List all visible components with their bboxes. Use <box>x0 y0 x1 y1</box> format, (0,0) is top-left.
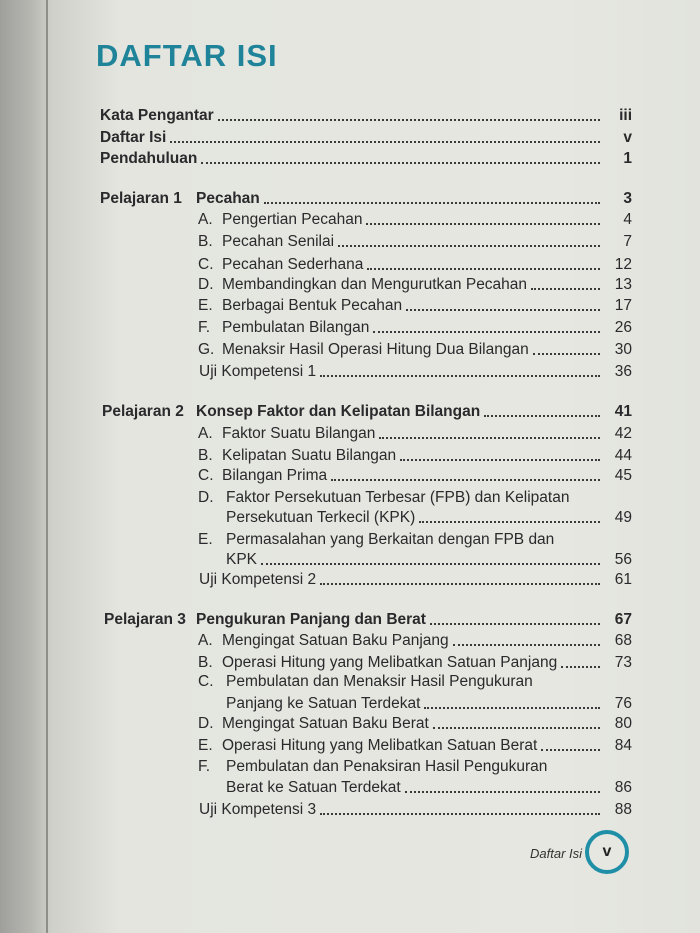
toc-item-letter: B. <box>198 654 213 671</box>
toc-entry-label-line1: Faktor Persekutuan Terbesar (FPB) dan Kelipatan <box>226 489 570 506</box>
toc-page-number: 84 <box>614 737 632 754</box>
dot-leader <box>170 128 600 143</box>
toc-entry-label: Menaksir Hasil Operasi Hitung Dua Bilangan <box>222 341 529 358</box>
toc-entry-label: Bilangan Prima <box>222 467 328 484</box>
toc-page-number: 26 <box>614 319 632 336</box>
toc-entry-label: Pengukuran Panjang dan Berat <box>196 611 426 628</box>
toc-item-entry <box>222 466 632 486</box>
toc-item-letter: G. <box>198 341 215 358</box>
toc-entry-label: Pecahan Sederhana <box>222 256 364 273</box>
toc-item-entry <box>222 631 632 651</box>
toc-page-number: 17 <box>614 297 632 314</box>
footer-label: Daftar Isi <box>530 846 583 861</box>
lesson-number: Pelajaran 2 <box>102 403 184 420</box>
dot-leader <box>531 275 600 290</box>
toc-page-number: 73 <box>614 654 632 671</box>
toc-item-letter: E. <box>198 531 213 548</box>
toc-entry-label: Berat ke Satuan Terdekat <box>226 779 401 796</box>
toc-item-letter: D. <box>198 489 214 506</box>
toc-item-letter: F. <box>198 319 211 336</box>
toc-entry-label: Daftar Isi <box>100 129 167 146</box>
dot-leader <box>331 466 600 481</box>
toc-entry-label: Operasi Hitung yang Melibatkan Satuan Panjang <box>222 654 558 671</box>
dot-leader <box>433 714 600 729</box>
toc-page-number: 67 <box>614 611 632 628</box>
dot-leader <box>541 736 600 751</box>
toc-item-entry <box>226 694 632 714</box>
dot-leader <box>484 402 600 417</box>
page-title: DAFTAR ISI <box>96 38 278 73</box>
toc-page-number: 7 <box>623 233 632 250</box>
dot-leader <box>453 631 600 646</box>
dot-leader <box>533 340 600 355</box>
toc-item-letter: E. <box>198 297 213 314</box>
dot-leader <box>424 694 600 709</box>
dot-leader <box>373 318 600 333</box>
toc-entry-label: Pecahan Senilai <box>222 233 335 250</box>
toc-entry-label: Pengertian Pecahan <box>222 211 363 228</box>
toc-page-number: 45 <box>614 467 632 484</box>
toc-page-number: 68 <box>614 632 632 649</box>
toc-page-number: 42 <box>614 425 632 442</box>
toc-page-number: 61 <box>614 571 632 588</box>
toc-entry-label: Persekutuan Terkecil (KPK) <box>226 509 416 526</box>
toc-page-number: 12 <box>614 256 632 273</box>
page-number-badge: v <box>585 830 629 874</box>
toc-item-entry <box>226 508 632 528</box>
dot-leader <box>218 106 600 121</box>
toc-item-entry <box>222 714 632 734</box>
toc-item-letter: A. <box>198 211 213 228</box>
dot-leader <box>430 610 600 625</box>
toc-item-entry <box>226 550 632 570</box>
toc-page-number: 13 <box>614 276 632 293</box>
dot-leader <box>338 232 600 247</box>
toc-item-letter: E. <box>198 737 213 754</box>
toc-entry-label-line1: Permasalahan yang Berkaitan dengan FPB dan <box>226 531 555 548</box>
toc-item-entry <box>222 255 632 275</box>
toc-item-letter: C. <box>198 673 214 690</box>
dot-leader <box>320 362 600 377</box>
toc-item-entry <box>222 210 632 230</box>
toc-item-entry <box>222 296 632 316</box>
toc-item-letter: C. <box>198 256 214 273</box>
toc-entry-label: Operasi Hitung yang Melibatkan Satuan Berat <box>222 737 538 754</box>
toc-item-entry <box>222 653 632 673</box>
dot-leader <box>201 149 600 164</box>
toc-page-number: 76 <box>614 695 632 712</box>
dot-leader <box>320 570 600 585</box>
dot-leader <box>320 800 600 815</box>
toc-item-entry <box>222 318 632 338</box>
toc-front-entry <box>100 149 632 169</box>
toc-test-entry <box>199 362 632 382</box>
toc-item-entry <box>222 736 632 756</box>
toc-entry-label: Pendahuluan <box>100 150 198 167</box>
toc-entry-label: Uji Kompetensi 3 <box>199 801 317 818</box>
dot-leader <box>406 296 600 311</box>
lesson-number: Pelajaran 1 <box>100 190 182 207</box>
dot-leader <box>405 778 600 793</box>
toc-item-letter: F. <box>198 758 211 775</box>
toc-entry-label: Mengingat Satuan Baku Panjang <box>222 632 449 649</box>
toc-item-entry <box>222 275 632 295</box>
toc-item-letter: B. <box>198 233 213 250</box>
toc-test-entry <box>199 800 632 820</box>
toc-item-letter: C. <box>198 467 214 484</box>
toc-lesson-heading <box>196 189 632 209</box>
toc-page-number: 56 <box>614 551 632 568</box>
toc-page-number: 36 <box>614 363 632 380</box>
toc-entry-label: Uji Kompetensi 1 <box>199 363 317 380</box>
toc-entry-label: Membandingkan dan Mengurutkan Pecahan <box>222 276 528 293</box>
toc-test-entry <box>199 570 632 590</box>
toc-lesson-heading <box>196 402 632 422</box>
toc-page-number: 88 <box>614 801 632 818</box>
toc-page-number: iii <box>619 107 632 124</box>
toc-page-number: 30 <box>614 341 632 358</box>
toc-entry-label: Uji Kompetensi 2 <box>199 571 317 588</box>
toc-item-letter: B. <box>198 447 213 464</box>
dot-leader <box>379 424 600 439</box>
toc-item-letter: A. <box>198 425 213 442</box>
dot-leader <box>561 653 600 668</box>
dot-leader <box>264 189 600 204</box>
toc-entry-label: Kelipatan Suatu Bilangan <box>222 447 397 464</box>
toc-page-number: 49 <box>614 509 632 526</box>
toc-entry-label: Pembulatan Bilangan <box>222 319 370 336</box>
toc-entry-label: KPK <box>226 551 258 568</box>
toc-page-number: 3 <box>623 190 632 207</box>
toc-lesson-heading <box>196 610 632 630</box>
dot-leader <box>367 255 600 270</box>
toc-entry-label-line1: Pembulatan dan Penaksiran Hasil Pengukuran <box>226 758 548 775</box>
dot-leader <box>261 550 600 565</box>
dot-leader <box>366 210 600 225</box>
toc-page-number: 4 <box>623 211 632 228</box>
toc-entry-label: Berbagai Bentuk Pecahan <box>222 297 403 314</box>
toc-item-letter: D. <box>198 715 214 732</box>
dot-leader <box>419 508 600 523</box>
lesson-number: Pelajaran 3 <box>104 611 186 628</box>
toc-front-entry <box>100 128 632 148</box>
toc-entry-label-line1: Pembulatan dan Menaksir Hasil Pengukuran <box>226 673 533 690</box>
toc-item-entry <box>222 424 632 444</box>
dot-leader <box>400 446 600 461</box>
toc-item-letter: D. <box>198 276 214 293</box>
toc-entry-label: Pecahan <box>196 190 260 207</box>
toc-page-number: 80 <box>614 715 632 732</box>
toc-page-number: 86 <box>614 779 632 796</box>
toc-item-entry <box>226 778 632 798</box>
toc-item-entry <box>222 232 632 252</box>
toc-entry-label: Konsep Faktor dan Kelipatan Bilangan <box>196 403 481 420</box>
toc-entry-label: Panjang ke Satuan Terdekat <box>226 695 421 712</box>
toc-item-letter: A. <box>198 632 213 649</box>
toc-entry-label: Kata Pengantar <box>100 107 214 124</box>
toc-page-number: 44 <box>614 447 632 464</box>
toc-page-number: 1 <box>623 150 632 167</box>
toc-item-entry <box>222 340 632 360</box>
toc-item-entry <box>222 446 632 466</box>
toc-entry-label: Faktor Suatu Bilangan <box>222 425 376 442</box>
toc-page-number: v <box>623 129 632 146</box>
toc-front-entry <box>100 106 632 126</box>
toc-page-number: 41 <box>614 403 632 420</box>
toc-entry-label: Mengingat Satuan Baku Berat <box>222 715 429 732</box>
